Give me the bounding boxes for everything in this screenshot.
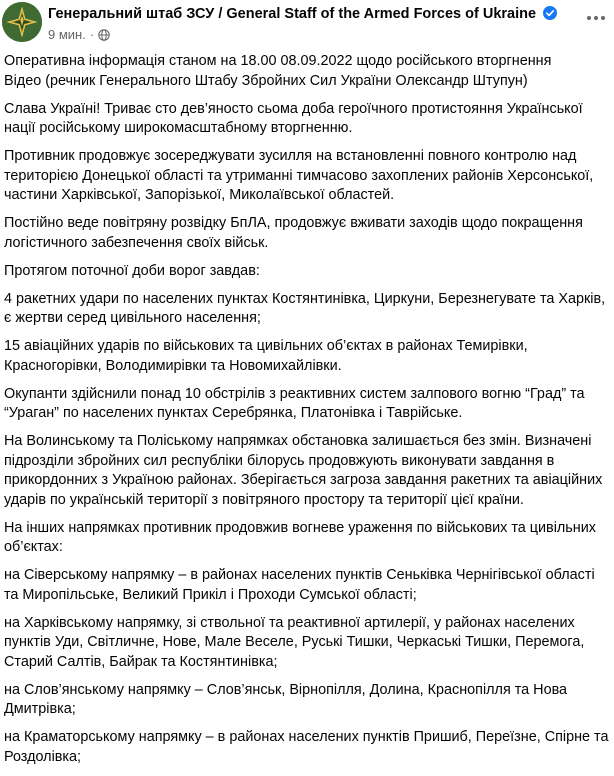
post-paragraph: Противник продовжує зосереджувати зусилля на встановленні повного контролю над територією Донецької області та утриманні тимчасово захоплених районів Херсонської, частини Харківської, Запорізької, Миколаївської областей. [4,148,594,203]
post-paragraph: На інших напрямках противник продовжив вогневе ураження по військових та цивільних об’єктах: [4,519,596,555]
post-paragraph: на Слов’янському напрямку – Слов’янськ, Вірнопілля, Долина, Краснопілля та Нова Дмитрівка; [4,681,568,717]
post-paragraph: Постійно веде повітряну розвідку БпЛА, продовжує вживати заходів щодо покращення логістичного забезпечення своїх військ. [4,215,583,251]
post-paragraph: 15 авіаційних ударів по військових та цивільних об’єктах в районах Темирівки, Красногорівки, Володимирівки та Новомихайлівки. [4,338,528,374]
post-paragraph: Протягом поточної доби ворог завдав: [4,262,260,279]
post-meta [48,27,110,42]
verified-badge-icon [543,6,557,20]
globe-icon[interactable] [98,29,110,41]
page-name-text[interactable]: Генеральний штаб ЗСУ / General Staff of the Armed Forces of Ukraine [48,6,537,22]
post-paragraph: На Волинському та Поліському напрямках обстановка залишається без змін. Визначені підрозділи збройних сил республіки білорусь продовжують виконувати завдання в прикордонних з Україною районах. Зберігається загроза завдання ракетних та авіаційних ударів по українській території з повітряного простору та території цієї країни. [4,433,603,508]
post-paragraph: Оперативна інформація станом на 18.00 08.09.2022 щодо російського вторгнення Відео (речник Генерального Штабу Збройних Сил України Олександр Штупун) [4,53,552,89]
page-name[interactable] [48,6,557,22]
post-paragraph: Окупанти здійснили понад 10 обстрілів з реактивних систем залпового вогню “Град” та “Ураган” по населених пунктах Серебрянка, Платонівка і Таврійське. [4,385,585,421]
post-paragraph: Слава Україні! Триває сто дев’яносто сьома доба героїчного протистояння Української нації російському широкомасштабному вторгненню. [4,100,583,136]
post-text [4,52,610,776]
more-options-icon[interactable] [584,6,608,30]
post-paragraph: 4 ракетних удари по населених пунктах Костянтинівка, Циркуни, Березнегувате та Харків, є жертви серед цивільного населення; [4,290,606,326]
post-header [0,0,614,52]
post-paragraph: на Краматорському напрямку – в районах населених пунктів Пришиб, Переїзне, Спірне та Роздолівка; [4,729,609,765]
armed-forces-emblem-icon [2,2,42,42]
meta-separator: · [89,27,95,42]
post-paragraph: на Харківському напрямку, зі ствольної та реактивної артилерії, у районах населених пунктів Уди, Світличне, Нове, Мале Веселе, Руські Тишки, Черкаські Тишки, Перемога, Старий Салтів, Байрак та Костянтинівка; [4,614,585,670]
page-avatar[interactable] [2,2,42,42]
post-timestamp[interactable]: 9 мин. [48,27,86,42]
post-paragraph: на Сіверському напрямку – в районах населених пунктів Сеньківка Чернігівської області та Миропільське, Великий Прикіл і Проходи Сумської області; [4,567,595,603]
